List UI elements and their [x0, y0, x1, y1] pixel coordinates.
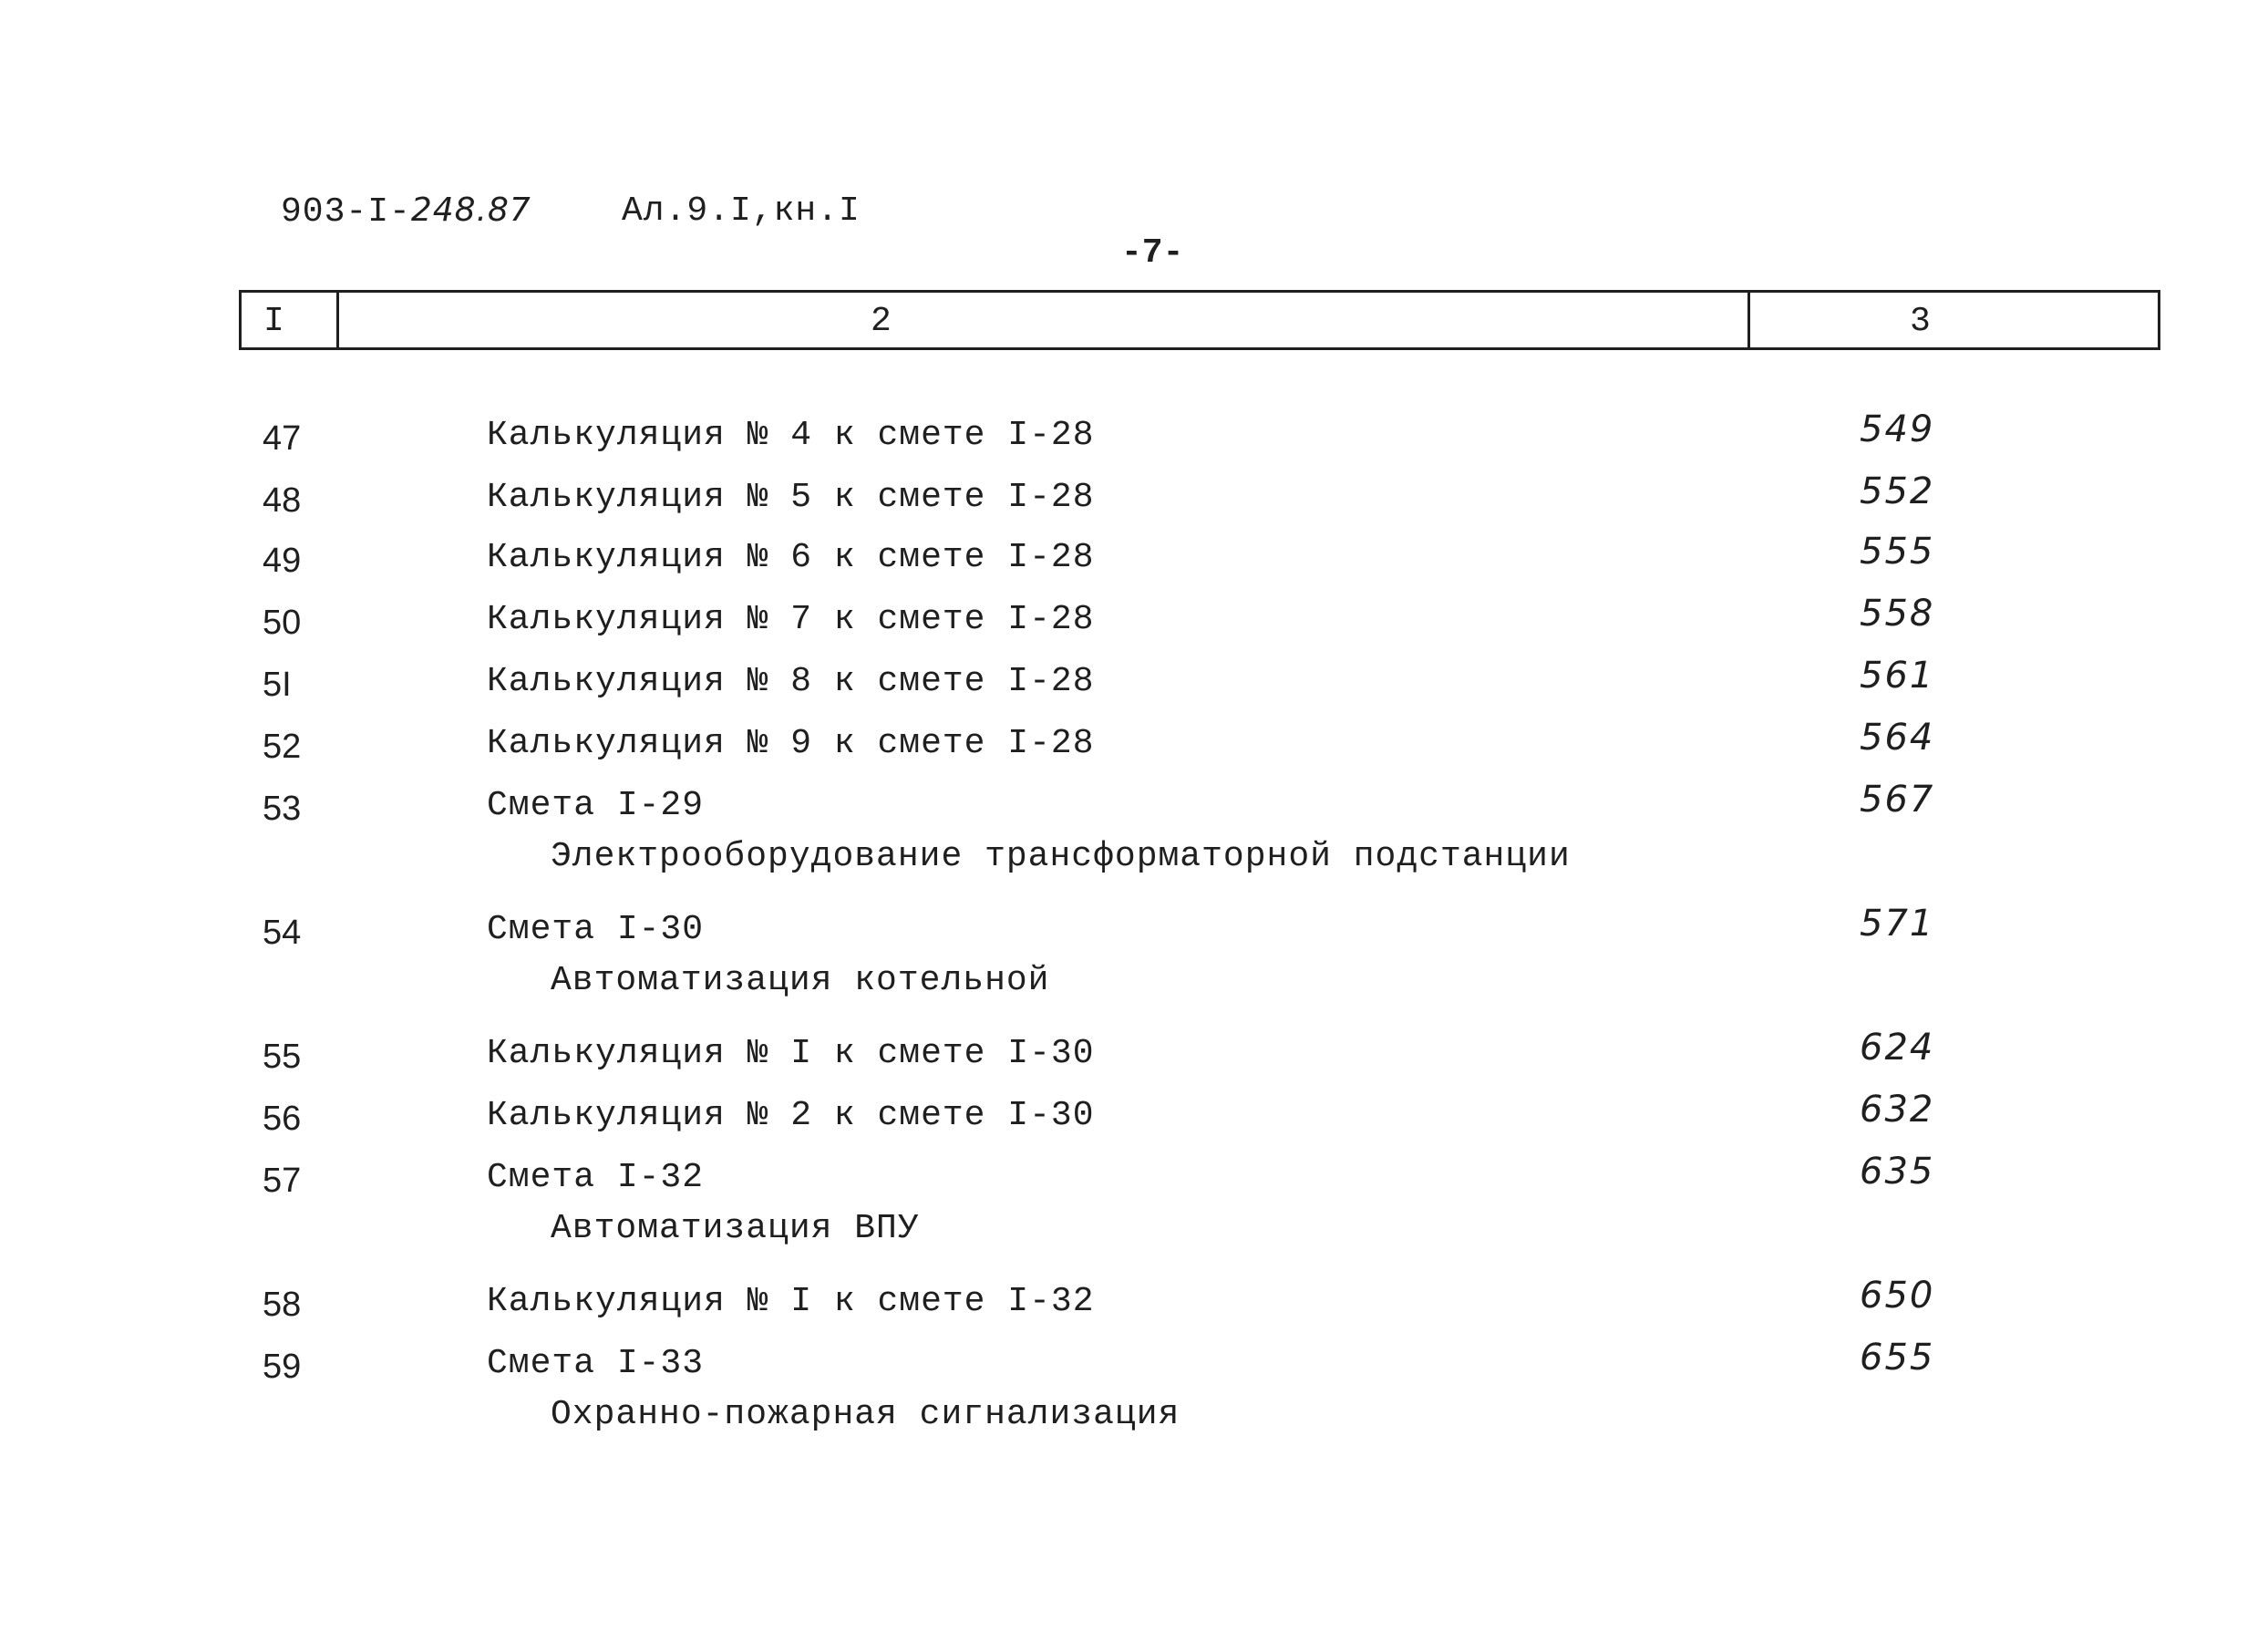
- list-item: [0, 655, 2268, 717]
- item-title: Калькуляция № 2 к смете I-30: [487, 1096, 1095, 1135]
- item-page: 561: [1860, 655, 1935, 697]
- item-page: 632: [1860, 1089, 1935, 1131]
- item-title: Смета I-32: [487, 1158, 705, 1197]
- item-number: 55: [263, 1038, 302, 1076]
- item-page: 552: [1860, 470, 1935, 512]
- list-item: [0, 531, 2268, 593]
- item-title: Калькуляция № 8 к смете I-28: [487, 662, 1095, 701]
- column-divider: [1747, 293, 1750, 347]
- item-number: 5I: [263, 666, 292, 704]
- item-number: 54: [263, 914, 302, 952]
- list-item: [0, 1151, 2268, 1248]
- item-title: Смета I-30: [487, 910, 705, 949]
- list-item: [0, 1337, 2268, 1434]
- album-reference: Ал.9.I,кн.I: [622, 191, 861, 231]
- item-number: 59: [263, 1348, 302, 1386]
- item-subtitle: Автоматизация котельной: [551, 961, 1050, 1000]
- item-number: 49: [263, 542, 302, 580]
- item-title: Калькуляция № 4 к смете I-28: [487, 416, 1095, 455]
- column-divider: [336, 293, 339, 347]
- table-column-header: [239, 290, 2160, 350]
- item-number: 48: [263, 481, 302, 520]
- item-number: 52: [263, 728, 302, 766]
- item-page: 564: [1860, 717, 1935, 759]
- column-header-1: I: [263, 302, 284, 341]
- document-code: [281, 191, 531, 232]
- item-page: 567: [1860, 779, 1935, 821]
- item-page: 571: [1860, 903, 1935, 945]
- item-title: Калькуляция № 7 к смете I-28: [487, 600, 1095, 639]
- item-number: 58: [263, 1286, 302, 1324]
- item-number: 50: [263, 604, 302, 642]
- item-subtitle: Охранно-пожарная сигнализация: [551, 1395, 1180, 1434]
- column-header-2: 2: [871, 302, 892, 341]
- page-number: -7-: [1121, 233, 1184, 273]
- item-subtitle: Автоматизация ВПУ: [551, 1209, 920, 1248]
- item-title: Смета I-29: [487, 786, 705, 825]
- list-item: [0, 903, 2268, 1000]
- item-page: 624: [1860, 1027, 1935, 1069]
- list-item: [0, 470, 2268, 532]
- item-page: 558: [1860, 593, 1935, 635]
- list-item: [0, 1027, 2268, 1089]
- list-item: [0, 779, 2268, 876]
- item-page: 655: [1860, 1337, 1935, 1379]
- item-number: 57: [263, 1162, 302, 1200]
- item-subtitle: Электрооборудование трансформаторной подстанции: [551, 837, 1571, 876]
- list-item: [0, 717, 2268, 779]
- item-title: Калькуляция № I к смете I-32: [487, 1282, 1095, 1321]
- item-number: 53: [263, 790, 302, 828]
- list-item: [0, 593, 2268, 655]
- item-page: 555: [1860, 531, 1935, 573]
- list-item: [0, 1275, 2268, 1337]
- item-page: 650: [1860, 1275, 1935, 1317]
- document-code-prefix: 903-I-: [281, 192, 411, 232]
- item-title: Калькуляция № 9 к смете I-28: [487, 724, 1095, 763]
- column-header-3: 3: [1910, 302, 1931, 341]
- document-code-handwritten: 248.87: [410, 191, 531, 229]
- list-item: [0, 408, 2268, 470]
- item-title: Смета I-33: [487, 1344, 705, 1383]
- list-item: [0, 1089, 2268, 1151]
- item-title: Калькуляция № 6 к смете I-28: [487, 538, 1095, 577]
- item-title: Калькуляция № 5 к смете I-28: [487, 478, 1095, 517]
- item-page: 635: [1860, 1151, 1935, 1193]
- item-title: Калькуляция № I к смете I-30: [487, 1034, 1095, 1073]
- item-number: 47: [263, 419, 302, 458]
- item-page: 549: [1860, 408, 1935, 450]
- item-number: 56: [263, 1100, 302, 1138]
